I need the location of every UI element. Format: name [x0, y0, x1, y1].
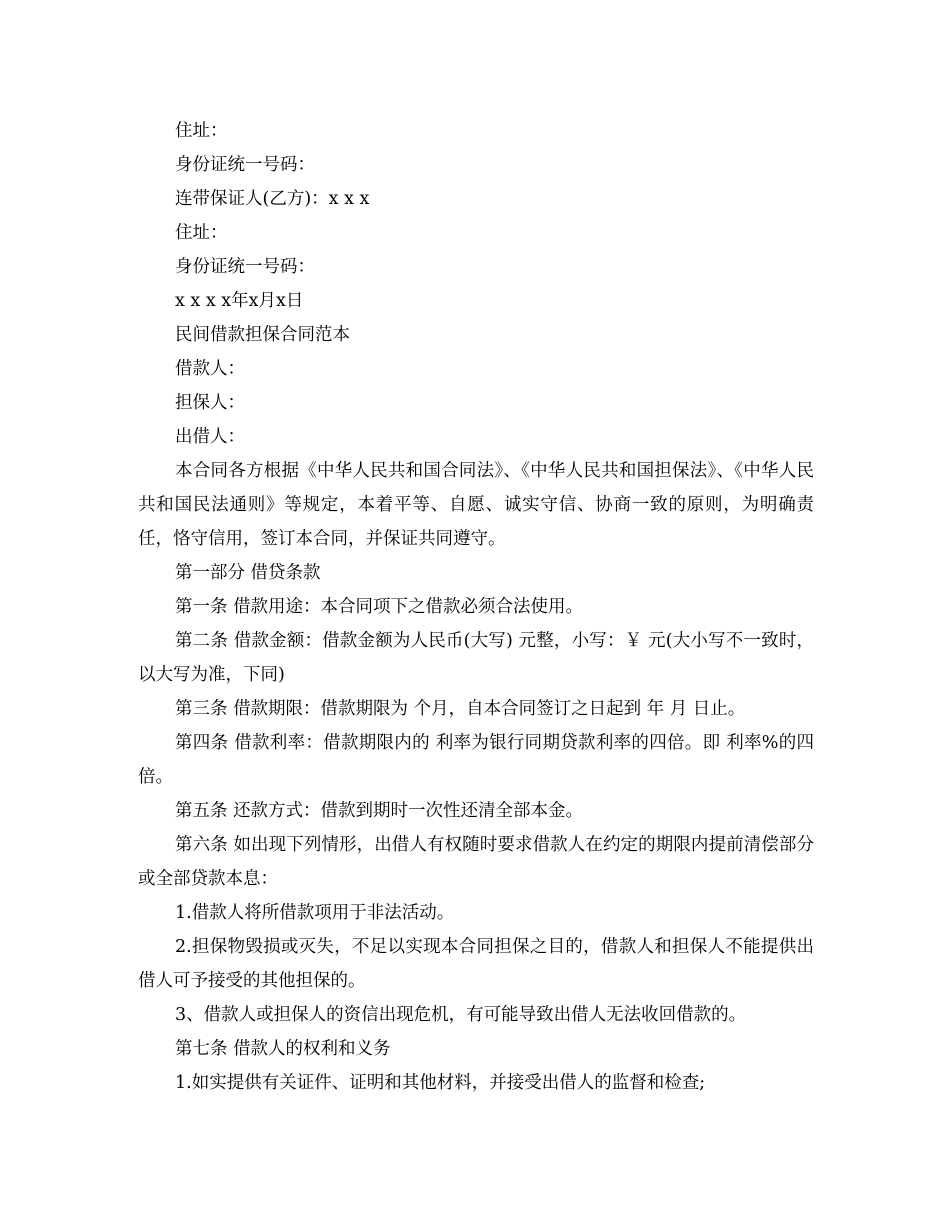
clause-6-item-1: 1.借款人将所借款项用于非法活动。: [175, 903, 455, 923]
guarantor-line: 连带保证人(乙方)：x x x: [175, 189, 370, 209]
clause-3: 第三条 借款期限：借款期限为 个月，自本合同签订之日起到 年 月 日止。: [175, 699, 746, 719]
address-line: 住址：: [175, 121, 228, 141]
guarantor-party-line: 担保人：: [175, 393, 245, 413]
clause-6-item-3: 3、借款人或担保人的资信出现危机，有可能导致出借人无法收回借款的。: [175, 1005, 747, 1025]
id-number-line: 身份证统一号码：: [175, 155, 315, 175]
guarantor-address-line: 住址：: [175, 223, 228, 243]
clause-7-heading: 第七条 借款人的权利和义务: [175, 1039, 391, 1059]
clause-6: 第六条 如出现下列情形，出借人有权随时要求借款人在约定的期限内提前清偿部分或全部贷款本息：: [138, 835, 814, 889]
lender-line: 出借人：: [175, 427, 245, 447]
guarantor-id-line: 身份证统一号码：: [175, 257, 315, 277]
intro-paragraph: 本合同各方根据《中华人民共和国合同法》、《中华人民共和国担保法》、《中华人民共和国民法通则》等规定，本着平等、自愿、诚实守信、协商一致的原则，为明确责任，恪守信用，签订本合同，并保证共同遵守。: [138, 461, 814, 549]
document-body: [138, 114, 814, 1100]
clause-2: 第二条 借款金额：借款金额为人民币(大写) 元整，小写：￥ 元(大小写不一致时，以大写为准，下同): [138, 631, 814, 685]
part1-heading: 第一部分 借贷条款: [175, 563, 321, 583]
clause-6-item-2: 2.担保物毁损或灭失，不足以实现本合同担保之目的，借款人和担保人不能提供出借人可予接受的其他担保的。: [138, 937, 814, 991]
borrower-line: 借款人：: [175, 359, 245, 379]
date-line: x x x x年x月x日: [175, 291, 304, 311]
clause-4: 第四条 借款利率：借款期限内的 利率为银行同期贷款利率的四倍。即 利率%的四倍。: [138, 733, 814, 787]
clause-5: 第五条 还款方式：借款到期时一次性还清全部本金。: [175, 801, 584, 821]
clause-7-item-1: 1.如实提供有关证件、证明和其他材料，并接受出借人的监督和检查;: [175, 1073, 706, 1093]
contract-title: 民间借款担保合同范本: [175, 325, 350, 345]
clause-1: 第一条 借款用途：本合同项下之借款必须合法使用。: [175, 597, 584, 617]
